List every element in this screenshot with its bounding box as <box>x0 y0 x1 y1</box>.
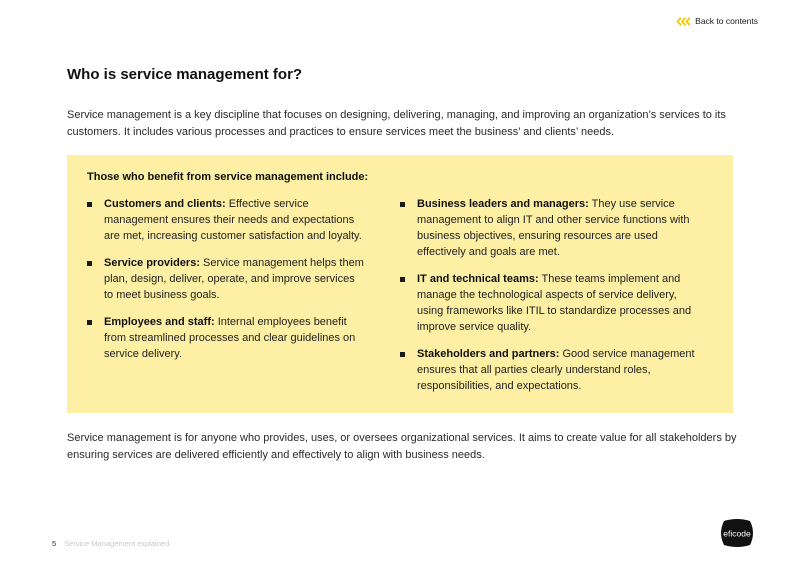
back-to-contents-label: Back to contents <box>695 16 758 26</box>
back-to-contents-link[interactable] <box>676 16 758 26</box>
page-number: 5 <box>52 539 57 548</box>
item-description: Effective service management ensures their needs and expectations are met, increasing customer satisfaction and loyalty. <box>104 198 362 242</box>
bullet-icon <box>87 261 92 266</box>
item-term: Business leaders and managers: <box>417 198 589 210</box>
list-item <box>87 255 400 303</box>
item-term: Stakeholders and partners: <box>417 348 560 360</box>
item-term: IT and technical teams: <box>417 273 539 285</box>
bullet-icon <box>400 202 405 207</box>
intro-paragraph: Service management is a key discipline that focuses on designing, delivering, managing, and improving an organization’s services to its customers. It includes various processes and practices to ensure services meet the business’ and clients’ needs. <box>67 109 726 138</box>
item-description: These teams implement and manage the technological aspects of service delivery, using frameworks like ITIL to standardize processes and improve service quality. <box>417 273 692 333</box>
list-item <box>400 346 713 394</box>
logo-text: eficode <box>723 528 751 539</box>
panel-heading: Those who benefit from service management include: <box>87 171 369 183</box>
bullet-icon <box>87 202 92 207</box>
document-title: Service Management explained <box>64 539 170 548</box>
list-item <box>87 314 400 362</box>
item-description: Good service management ensures that all parties clearly understand roles, responsibilities, and expectations. <box>417 348 695 392</box>
right-column <box>400 196 713 405</box>
item-term: Service providers: <box>104 257 200 269</box>
bullet-icon <box>400 352 405 357</box>
list-item <box>87 196 400 244</box>
page-title: Who is service management for? <box>67 66 303 83</box>
item-description: Service management helps them plan, design, deliver, operate, and improve services to meet business goals. <box>104 257 364 301</box>
item-term: Customers and clients: <box>104 198 226 210</box>
left-column <box>87 196 400 405</box>
double-chevron-left-icon <box>676 17 690 26</box>
item-term: Employees and staff: <box>104 316 215 328</box>
bullet-icon <box>400 277 405 282</box>
list-item <box>400 271 713 335</box>
eficode-logo-icon <box>718 518 756 548</box>
page-footer <box>52 539 169 548</box>
item-description: Internal employees benefit from streamlined processes and clear guidelines on service delivery. <box>104 316 356 360</box>
item-description: They use service management to align IT and other service functions with business objectives, ensuring resources are used effectively and goals are met. <box>417 198 690 258</box>
closing-paragraph: Service management is for anyone who provides, uses, or oversees organizational services. It aims to create value for all stakeholders by ensuring services are delivered efficiently and effectively to align with business needs. <box>67 432 737 461</box>
benefits-panel <box>67 155 733 413</box>
bullet-icon <box>87 320 92 325</box>
list-item <box>400 196 713 260</box>
